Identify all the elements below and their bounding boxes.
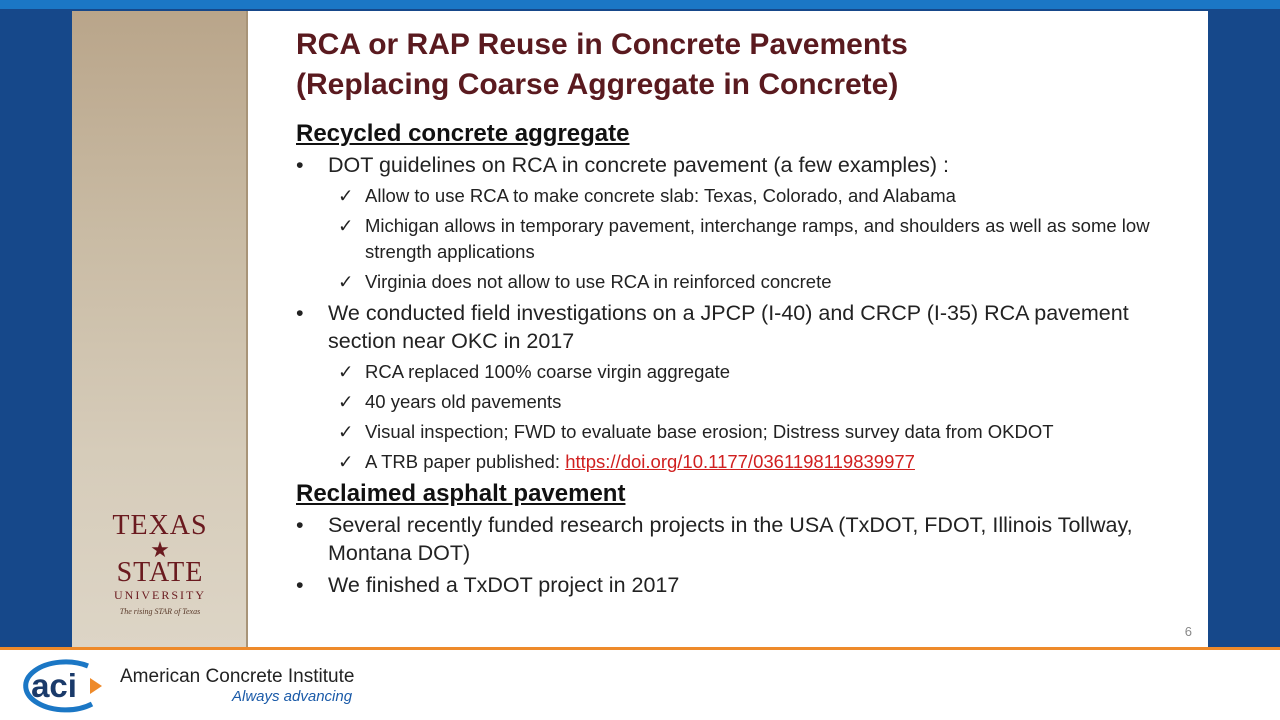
bullet-item [296,299,1156,355]
bullet-icon: • [296,301,304,325]
bullet-text: We conducted field investigations on a JPCP (I-40) and CRCP (I-35) RCA pavement section near OKC in 2017 [328,301,1129,353]
bullet-text: Several recently funded research projects in the USA (TxDOT, FDOT, Illinois Tollway, Montana DOT) [328,513,1133,565]
check-icon: ✓ [338,271,354,292]
bullet-icon: • [296,513,304,537]
section-heading-rca: Recycled concrete aggregate [296,120,630,147]
org-name: American Concrete Institute [120,666,355,687]
doi-link[interactable]: https://doi.org/10.1177/0361198119839977 [565,451,915,472]
paper-prefix: A TRB paper published: [365,451,566,472]
top-strip [0,0,1280,9]
check-text: 40 years old pavements [365,391,562,412]
check-icon: ✓ [338,451,354,472]
logo-line3: UNIVERSITY [114,588,206,602]
bullet-icon: • [296,573,304,597]
check-text: Virginia does not allow to use RCA in reinforced concrete [365,271,832,292]
texas-state-logo [72,511,248,616]
aci-logo-text: aci [31,667,77,704]
check-text: Visual inspection; FWD to evaluate base erosion; Distress survey data from OKDOT [365,421,1054,442]
check-item [296,419,1156,445]
title-line1: RCA or RAP Reuse in Concrete Pavements [296,28,908,61]
check-item [296,359,1156,385]
check-text: RCA replaced 100% coarse virgin aggregate [365,361,731,382]
logo-tagline: The rising STAR of Texas [119,607,201,616]
check-text: Michigan allows in temporary pavement, interchange ramps, and shoulders as well as some low strength applications [365,215,1150,262]
aci-logo-icon [6,656,104,716]
check-icon: ✓ [338,361,354,382]
bullet-item [296,571,1156,599]
section-heading-rap: Reclaimed asphalt pavement [296,480,626,507]
footer-bar [0,650,1280,720]
bullet-item [296,511,1156,567]
check-icon: ✓ [338,215,354,236]
check-item [296,269,1156,295]
bullet-text: We finished a TxDOT project in 2017 [328,573,680,597]
slide-left-panel [72,11,248,647]
check-item [296,213,1156,265]
bullet-item [296,151,1156,179]
slide-title [296,25,908,105]
presentation-slide [72,11,1208,647]
check-item [296,389,1156,415]
bullet-icon: • [296,153,304,177]
logo-line1: TEXAS [112,510,208,541]
check-text: Allow to use RCA to make concrete slab: Texas, Colorado, and Alabama [365,185,956,206]
check-icon: ✓ [338,185,354,206]
check-item [296,449,1156,475]
check-icon: ✓ [338,421,354,442]
bullet-text: DOT guidelines on RCA in concrete pavement (a few examples) : [328,153,950,177]
logo-line2: STATE [116,557,204,588]
check-item [296,183,1156,209]
check-icon: ✓ [338,391,354,412]
star-icon: ★ [150,537,170,562]
title-line2: (Replacing Coarse Aggregate in Concrete) [296,68,899,101]
slide-content [296,119,1156,603]
page-number: 6 [1184,624,1192,639]
org-tagline: Always advancing [232,688,353,705]
